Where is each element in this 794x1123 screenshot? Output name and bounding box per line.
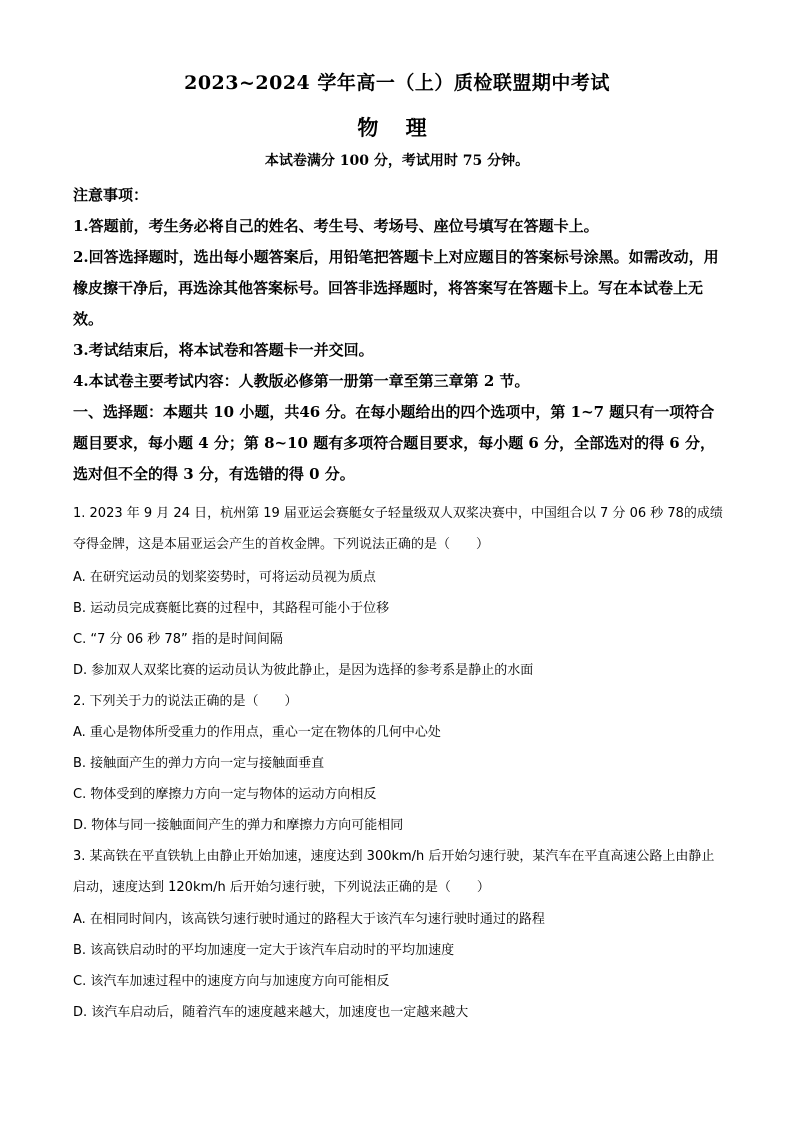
subject-title: 物 理 xyxy=(357,115,437,140)
exam-info: 本试卷满分 100 分，考试用时 75 分钟。 xyxy=(264,153,530,169)
question-stem: 1. 2023 年 9 月 24 日，杭州第 19 届亚运会赛艇女子轻量级双人双桨决赛中，中国组合以 7 分 06 秒 78的成绩夺得金牌，这是本届亚运会产生的首枚金牌。下列说法正确的是（ ） xyxy=(73,506,723,552)
answer-option: A. 在相同时间内，该高铁匀速行驶时通过的路程大于该汽车匀速行驶时通过的路程 xyxy=(73,912,545,927)
answer-option: D. 参加双人双桨比赛的运动员认为彼此静止，是因为选择的参考系是静止的水面 xyxy=(73,663,534,678)
exam-title: 2023~2024 学年高一（上）质检联盟期中考试 xyxy=(184,72,610,94)
answer-option: B. 运动员完成赛艇比赛的过程中，其路程可能小于位移 xyxy=(73,601,390,616)
notice-item: 3.考试结束后，将本试卷和答题卡一并交回。 xyxy=(73,341,374,359)
notice-item: 4.本试卷主要考试内容：人教版必修第一册第一章至第三章第 2 节。 xyxy=(73,372,530,390)
answer-option: A. 重心是物体所受重力的作用点，重心一定在物体的几何中心处 xyxy=(73,725,441,740)
answer-option: C. 物体受到的摩擦力方向一定与物体的运动方向相反 xyxy=(73,787,377,802)
answer-option: C. 该汽车加速过程中的速度方向与加速度方向可能相反 xyxy=(73,974,390,989)
answer-option: D. 该汽车启动后，随着汽车的速度越来越大，加速度也一定越来越大 xyxy=(73,1005,469,1020)
notice-item: 1.答题前，考生务必将自己的姓名、考生号、考场号、座位号填写在答题卡上。 xyxy=(73,217,599,235)
notice-heading: 注意事项： xyxy=(73,186,149,204)
section-heading: 一、选择题：本题共 10 小题，共46 分。在每小题给出的四个选项中，第 1~7 题只有一项符合题目要求，每小题 4 分；第 8~10 题有多项符合题目要求，每小题 6 分，全部选对的得 6 分，选对但不全的得 3 分，有选错的得 0 分。 xyxy=(73,403,715,483)
answer-option: A. 在研究运动员的划桨姿势时，可将运动员视为质点 xyxy=(73,570,376,585)
answer-option: B. 接触面产生的弹力方向一定与接触面垂直 xyxy=(73,756,325,771)
question-stem: 3. 某高铁在平直铁轨上由静止开始加速，速度达到 300km/h 后开始匀速行驶，某汽车在平直高速公路上由静止启动，速度达到 120km/h 后开始匀速行驶，下列说法正确的是（ ） xyxy=(73,849,715,895)
notice-item: 2.回答选择题时，选出每小题答案后，用铅笔把答题卡上对应题目的答案标号涂黑。如需改动，用橡皮擦干净后，再选涂其他答案标号。回答非选择题时，将答案写在答题卡上。写在本试卷上无效。 xyxy=(73,248,719,328)
answer-option: B. 该高铁启动时的平均加速度一定大于该汽车启动时的平均加速度 xyxy=(73,943,455,958)
answer-option: D. 物体与同一接触面间产生的弹力和摩擦力方向可能相同 xyxy=(73,818,404,833)
question-stem: 2. 下列关于力的说法正确的是（ ） xyxy=(73,694,298,709)
answer-option: C. “7 分 06 秒 78” 指的是时间间隔 xyxy=(73,632,283,647)
